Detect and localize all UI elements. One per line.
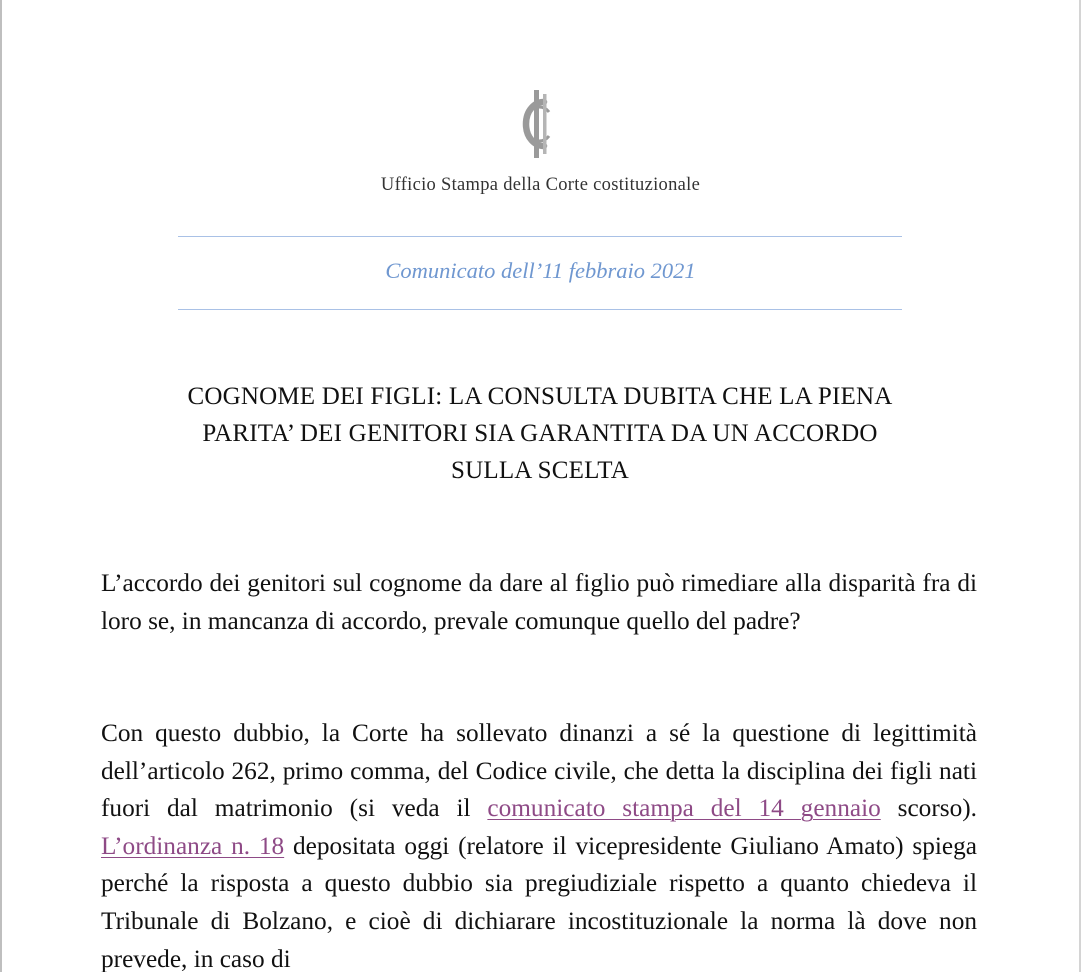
headline-line: SULLA SCELTA bbox=[451, 457, 629, 484]
paragraph-text: Con questo dubbio, la Corte ha sollevato dinanzi a sé la questione di legittimità dell’articolo 262, primo comma, del Codice civile, che detta la disciplina dei figli nati fuori dal matrimonio (si veda il bbox=[101, 719, 977, 823]
office-title: Ufficio Stampa della Corte costituzionale bbox=[380, 175, 701, 195]
headline-line: COGNOME DEI FIGLI: LA CONSULTA DUBITA CHE LA PIENA bbox=[187, 383, 893, 410]
paragraph-text: depositata oggi (relatore il vicepresidente Giuliano Amato) spiega perché la risposta a questo dubbio sia pregiudiziale rispetto a quanto chiedeva il Tribunale di Bolzano, e cioè di dichiarare incostituzionale la norma là dove non prevede, in caso di bbox=[101, 831, 977, 972]
press-release-link[interactable]: comunicato stampa del 14 gennaio bbox=[487, 794, 881, 823]
body-paragraph bbox=[101, 715, 977, 972]
corte-costituzionale-logo-icon bbox=[513, 88, 563, 160]
header-divider-bottom bbox=[178, 309, 902, 310]
header-divider-top bbox=[178, 236, 902, 237]
headline bbox=[115, 378, 965, 489]
ordinance-link[interactable]: L’ordinanza n. 18 bbox=[101, 831, 285, 860]
headline-line: PARITA’ DEI GENITORI SIA GARANTITA DA UN ACCORDO bbox=[202, 420, 878, 447]
release-date: Comunicato dell’11 febbraio 2021 bbox=[385, 258, 696, 283]
paragraph-text: scorso). bbox=[880, 794, 977, 823]
page-edge-left bbox=[0, 0, 2, 972]
body-paragraph: L’accordo dei genitori sul cognome da dare al figlio può rimediare alla disparità fra di loro se, in mancanza di accordo, prevale comunque quello del padre? bbox=[101, 569, 977, 635]
